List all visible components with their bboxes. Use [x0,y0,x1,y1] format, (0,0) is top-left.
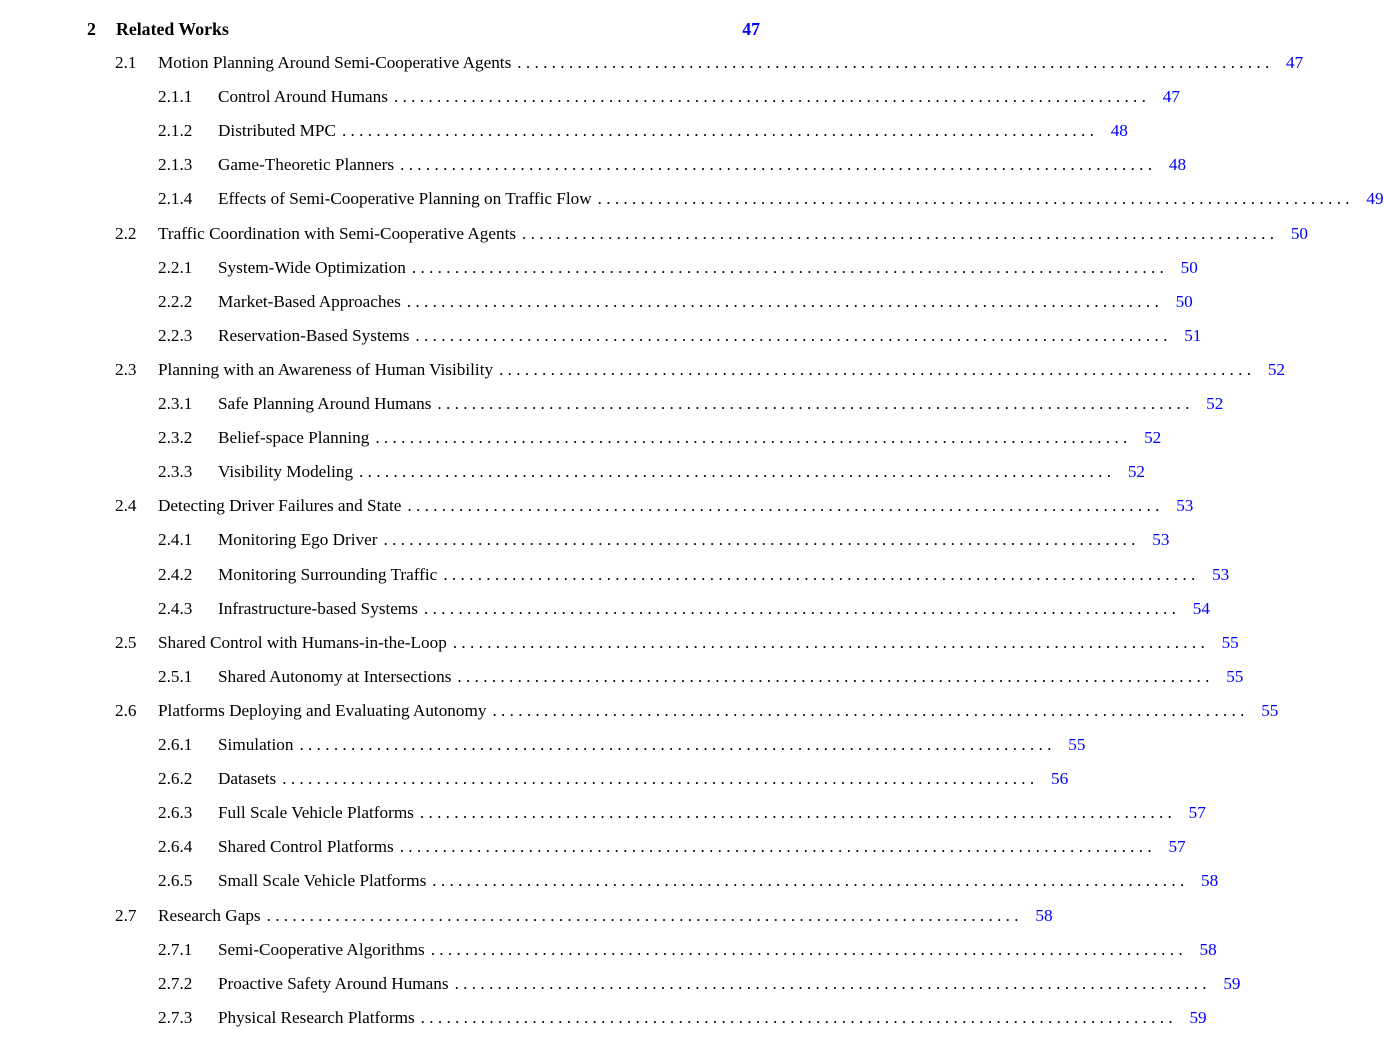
toc-subsection-entry[interactable] [158,665,1244,689]
subsection-title: System-Wide Optimization [218,258,406,277]
page-number-link[interactable]: 51 [1184,326,1202,345]
subsection-title: Belief-space Planning [218,428,370,447]
toc-section-entry[interactable] [115,699,1279,723]
subsection-number: 2.1.2 [158,121,193,140]
subsection-number: 2.7.2 [158,974,193,993]
subsection-number: 2.6.4 [158,837,193,856]
toc-subsection-entry[interactable] [158,187,1384,211]
toc-section-entry[interactable] [115,358,1286,382]
page-number-link[interactable]: 54 [1192,599,1210,618]
dot-leader: . . . . . . . . . . . . . . . . . . . . . . . . . . . . . . . . . . . . . . . . . . . . . . . . . . . . . . . . . . . . . . . . . . . . . . . . . . . . . . . . . . . . . . . . [454,974,1207,993]
dot-leader: . . . . . . . . . . . . . . . . . . . . . . . . . . . . . . . . . . . . . . . . . . . . . . . . . . . . . . . . . . . . . . . . . . . . . . . . . . . . . . . . . . . . . . . . [400,155,1153,174]
dot-leader: . . . . . . . . . . . . . . . . . . . . . . . . . . . . . . . . . . . . . . . . . . . . . . . . . . . . . . . . . . . . . . . . . . . . . . . . . . . . . . . . . . . . . . . . [437,394,1190,413]
subsection-title: Infrastructure-based Systems [218,599,418,618]
toc-subsection-entry[interactable] [158,938,1217,962]
subsection-title: Monitoring Surrounding Traffic [218,565,438,584]
subsection-title: Distributed MPC [218,121,336,140]
subsection-title: Control Around Humans [218,87,388,106]
page-number-link[interactable]: 58 [1201,871,1219,890]
dot-leader: . . . . . . . . . . . . . . . . . . . . . . . . . . . . . . . . . . . . . . . . . . . . . . . . . . . . . . . . . . . . . . . . . . . . . . . . . . . . . . . . . . . . . . . . [407,496,1160,515]
section-number: 2.5 [115,633,137,652]
subsection-title: Visibility Modeling [218,462,354,481]
section-title: Motion Planning Around Semi-Cooperative Agents [158,53,512,72]
page-number-link[interactable]: 52 [1144,428,1162,447]
dot-leader: . . . . . . . . . . . . . . . . . . . . . . . . . . . . . . . . . . . . . . . . . . . . . . . . . . . . . . . . . . . . . . . . . . . . . . . . . . . . . . . . . . . . . . . . [452,633,1205,652]
page-number-link[interactable]: 58 [1035,906,1053,925]
subsection-number: 2.2.3 [158,326,193,345]
toc-subsection-entry[interactable] [158,1006,1207,1030]
page-number-link[interactable]: 47 [1162,87,1180,106]
page-number-link[interactable]: 47 [1286,53,1304,72]
dot-leader: . . . . . . . . . . . . . . . . . . . . . . . . . . . . . . . . . . . . . . . . . . . . . . . . . . . . . . . . . . . . . . . . . . . . . . . . . . . . . . . . . . . . . . . . [341,121,1094,140]
subsection-title: Game-Theoretic Planners [218,155,395,174]
section-title: Research Gaps [158,906,261,925]
page-number-link[interactable]: 57 [1188,803,1206,822]
page-number-link[interactable]: 53 [1212,565,1230,584]
subsection-title: Safe Planning Around Humans [218,394,432,413]
section-number: 2.7 [115,906,137,925]
page-number-link[interactable]: 49 [1366,189,1384,208]
toc-subsection-entry[interactable] [158,324,1202,348]
subsection-title: Effects of Semi-Cooperative Planning on Traffic Flow [218,189,592,208]
section-number: 2.4 [115,496,137,515]
subsection-title: Market-Based Approaches [218,292,401,311]
dot-leader: . . . . . . . . . . . . . . . . . . . . . . . . . . . . . . . . . . . . . . . . . . . . . . . . . . . . . . . . . . . . . . . . . . . . . . . . . . . . . . . . . . . . . . . . [419,803,1172,822]
page-number-link[interactable]: 48 [1110,121,1128,140]
dot-leader: . . . . . . . . . . . . . . . . . . . . . . . . . . . . . . . . . . . . . . . . . . . . . . . . . . . . . . . . . . . . . . . . . . . . . . . . . . . . . . . . . . . . . . . . [299,735,1052,754]
subsection-number: 2.4.2 [158,565,193,584]
dot-leader: . . . . . . . . . . . . . . . . . . . . . . . . . . . . . . . . . . . . . . . . . . . . . . . . . . . . . . . . . . . . . . . . . . . . . . . . . . . . . . . . . . . . . . . . [430,940,1183,959]
subsection-number: 2.3.3 [158,462,193,481]
dot-leader: . . . . . . . . . . . . . . . . . . . . . . . . . . . . . . . . . . . . . . . . . . . . . . . . . . . . . . . . . . . . . . . . . . . . . . . . . . . . . . . . . . . . . . . . [597,189,1350,208]
page-number-link[interactable]: 50 [1290,224,1308,243]
toc-subsection-entry[interactable] [158,426,1162,450]
section-title: Detecting Driver Failures and State [158,496,402,515]
dot-leader: . . . . . . . . . . . . . . . . . . . . . . . . . . . . . . . . . . . . . . . . . . . . . . . . . . . . . . . . . . . . . . . . . . . . . . . . . . . . . . . . . . . . . . . . [282,769,1035,788]
dot-leader: . . . . . . . . . . . . . . . . . . . . . . . . . . . . . . . . . . . . . . . . . . . . . . . . . . . . . . . . . . . . . . . . . . . . . . . . . . . . . . . . . . . . . . . . [517,53,1270,72]
page-number-link[interactable]: 55 [1068,735,1086,754]
chapter-title: Related Works [116,19,229,39]
dot-leader: . . . . . . . . . . . . . . . . . . . . . . . . . . . . . . . . . . . . . . . . . . . . . . . . . . . . . . . . . . . . . . . . . . . . . . . . . . . . . . . . . . . . . . . . [411,258,1164,277]
toc-subsection-entry[interactable] [158,119,1128,143]
page-number-link[interactable]: 50 [1180,258,1198,277]
page-number-link[interactable]: 52 [1206,394,1224,413]
subsection-number: 2.3.1 [158,394,193,413]
page-number-link[interactable]: 59 [1223,974,1241,993]
section-number: 2.6 [115,701,137,720]
dot-leader: . . . . . . . . . . . . . . . . . . . . . . . . . . . . . . . . . . . . . . . . . . . . . . . . . . . . . . . . . . . . . . . . . . . . . . . . . . . . . . . . . . . . . . . . [415,326,1168,345]
section-title: Shared Control with Humans-in-the-Loop [158,633,447,652]
toc-subsection-entry[interactable] [158,460,1145,484]
subsection-title: Simulation [218,735,294,754]
page-number-link[interactable]: 52 [1267,360,1286,379]
toc-section-entry[interactable] [115,904,1053,928]
toc-subsection-entry[interactable] [158,801,1206,825]
page-number-link[interactable]: 58 [1199,940,1217,959]
subsection-number: 2.1.3 [158,155,193,174]
page-number-link[interactable]: 59 [1189,1008,1207,1027]
dot-leader: . . . . . . . . . . . . . . . . . . . . . . . . . . . . . . . . . . . . . . . . . . . . . . . . . . . . . . . . . . . . . . . . . . . . . . . . . . . . . . . . . . . . . . . . [443,565,1196,584]
chapter-page-link[interactable]: 47 [742,19,760,39]
toc-section-entry[interactable] [115,631,1239,655]
page-number-link[interactable]: 55 [1261,701,1279,720]
subsection-number: 2.4.1 [158,530,193,549]
page-number-link[interactable]: 48 [1168,155,1187,174]
subsection-number: 2.6.5 [158,871,193,890]
dot-leader: . . . . . . . . . . . . . . . . . . . . . . . . . . . . . . . . . . . . . . . . . . . . . . . . . . . . . . . . . . . . . . . . . . . . . . . . . . . . . . . . . . . . . . . . [522,224,1274,243]
subsection-number: 2.7.3 [158,1008,193,1027]
toc-section-entry[interactable] [115,51,1304,75]
toc-subsection-entry[interactable] [158,835,1186,859]
toc-subsection-entry[interactable] [158,733,1086,757]
toc-section-entry[interactable] [115,222,1308,246]
subsection-title: Full Scale Vehicle Platforms [218,803,414,822]
dot-leader: . . . . . . . . . . . . . . . . . . . . . . . . . . . . . . . . . . . . . . . . . . . . . . . . . . . . . . . . . . . . . . . . . . . . . . . . . . . . . . . . . . . . . . . . [457,667,1210,686]
subsection-number: 2.6.1 [158,735,193,754]
toc-section-entry[interactable] [115,494,1194,518]
toc-subsection-entry[interactable] [158,869,1219,893]
page-number-link[interactable]: 50 [1175,292,1193,311]
section-number: 2.2 [115,224,137,243]
toc-chapter-entry[interactable] [87,17,760,41]
section-title: Platforms Deploying and Evaluating Autonomy [158,701,487,720]
subsection-title: Proactive Safety Around Humans [218,974,449,993]
toc-subsection-entry[interactable] [158,256,1198,280]
toc-subsection-entry[interactable] [158,563,1230,587]
dot-leader: . . . . . . . . . . . . . . . . . . . . . . . . . . . . . . . . . . . . . . . . . . . . . . . . . . . . . . . . . . . . . . . . . . . . . . . . . . . . . . . . . . . . . . . . [406,292,1159,311]
page-number-link[interactable]: 53 [1152,530,1170,549]
dot-leader: . . . . . . . . . . . . . . . . . . . . . . . . . . . . . . . . . . . . . . . . . . . . . . . . . . . . . . . . . . . . . . . . . . . . . . . . . . . . . . . . . . . . . . . . [393,87,1146,106]
subsection-number: 2.5.1 [158,667,193,686]
subsection-number: 2.7.1 [158,940,193,959]
dot-leader: . . . . . . . . . . . . . . . . . . . . . . . . . . . . . . . . . . . . . . . . . . . . . . . . . . . . . . . . . . . . . . . . . . . . . . . . . . . . . . . . . . . . . . . . [420,1008,1173,1027]
subsection-number: 2.1.4 [158,189,193,208]
subsection-title: Monitoring Ego Driver [218,530,378,549]
dot-leader: . . . . . . . . . . . . . . . . . . . . . . . . . . . . . . . . . . . . . . . . . . . . . . . . . . . . . . . . . . . . . . . . . . . . . . . . . . . . . . . . . . . . . . . . [432,871,1185,890]
dot-leader: . . . . . . . . . . . . . . . . . . . . . . . . . . . . . . . . . . . . . . . . . . . . . . . . . . . . . . . . . . . . . . . . . . . . . . . . . . . . . . . . . . . . . . . . [423,599,1176,618]
toc-subsection-entry[interactable] [158,597,1210,621]
section-number: 2.1 [115,53,137,72]
toc-subsection-entry[interactable] [158,767,1069,791]
dot-leader: . . . . . . . . . . . . . . . . . . . . . . . . . . . . . . . . . . . . . . . . . . . . . . . . . . . . . . . . . . . . . . . . . . . . . . . . . . . . . . . . . . . . . . . . [492,701,1245,720]
section-number: 2.3 [115,360,137,379]
page-number-link[interactable]: 55 [1221,633,1239,652]
subsection-title: Semi-Cooperative Algorithms [218,940,425,959]
toc-subsection-entry[interactable] [158,153,1187,177]
subsection-title: Small Scale Vehicle Platforms [218,871,427,890]
subsection-number: 2.6.2 [158,769,193,788]
dot-leader: . . . . . . . . . . . . . . . . . . . . . . . . . . . . . . . . . . . . . . . . . . . . . . . . . . . . . . . . . . . . . . . . . . . . . . . . . . . . . . . . . . . . . . . . [399,837,1152,856]
dot-leader: . . . . . . . . . . . . . . . . . . . . . . . . . . . . . . . . . . . . . . . . . . . . . . . . . . . . . . . . . . . . . . . . . . . . . . . . . . . . . . . . . . . . . . . . [499,360,1252,379]
subsection-number: 2.4.3 [158,599,193,618]
subsection-title: Shared Autonomy at Intersections [218,667,452,686]
subsection-title: Datasets [218,769,277,788]
page-number-link[interactable]: 55 [1226,667,1244,686]
chapter-number: 2 [87,19,96,39]
subsection-number: 2.2.1 [158,258,193,277]
subsection-number: 2.3.2 [158,428,193,447]
toc-subsection-entry[interactable] [158,972,1241,996]
toc-subsection-entry[interactable] [158,528,1170,552]
toc-subsection-entry[interactable] [158,85,1180,109]
subsection-title: Shared Control Platforms [218,837,394,856]
page-number-link[interactable]: 52 [1127,462,1145,481]
toc-subsection-entry[interactable] [158,290,1193,314]
page-number-link[interactable]: 53 [1176,496,1194,515]
dot-leader: . . . . . . . . . . . . . . . . . . . . . . . . . . . . . . . . . . . . . . . . . . . . . . . . . . . . . . . . . . . . . . . . . . . . . . . . . . . . . . . . . . . . . . . . [383,530,1136,549]
dot-leader: . . . . . . . . . . . . . . . . . . . . . . . . . . . . . . . . . . . . . . . . . . . . . . . . . . . . . . . . . . . . . . . . . . . . . . . . . . . . . . . . . . . . . . . . [375,428,1128,447]
page-number-link[interactable]: 56 [1051,769,1069,788]
section-title: Planning with an Awareness of Human Visibility [158,360,494,379]
subsection-number: 2.1.1 [158,87,193,106]
subsection-title: Physical Research Platforms [218,1008,415,1027]
subsection-title: Reservation-Based Systems [218,326,410,345]
section-title: Traffic Coordination with Semi-Cooperative Agents [158,224,517,243]
dot-leader: . . . . . . . . . . . . . . . . . . . . . . . . . . . . . . . . . . . . . . . . . . . . . . . . . . . . . . . . . . . . . . . . . . . . . . . . . . . . . . . . . . . . . . . . [266,906,1019,925]
dot-leader: . . . . . . . . . . . . . . . . . . . . . . . . . . . . . . . . . . . . . . . . . . . . . . . . . . . . . . . . . . . . . . . . . . . . . . . . . . . . . . . . . . . . . . . . [359,462,1111,481]
subsection-number: 2.2.2 [158,292,193,311]
subsection-number: 2.6.3 [158,803,193,822]
toc-subsection-entry[interactable] [158,392,1224,416]
page-number-link[interactable]: 57 [1168,837,1186,856]
